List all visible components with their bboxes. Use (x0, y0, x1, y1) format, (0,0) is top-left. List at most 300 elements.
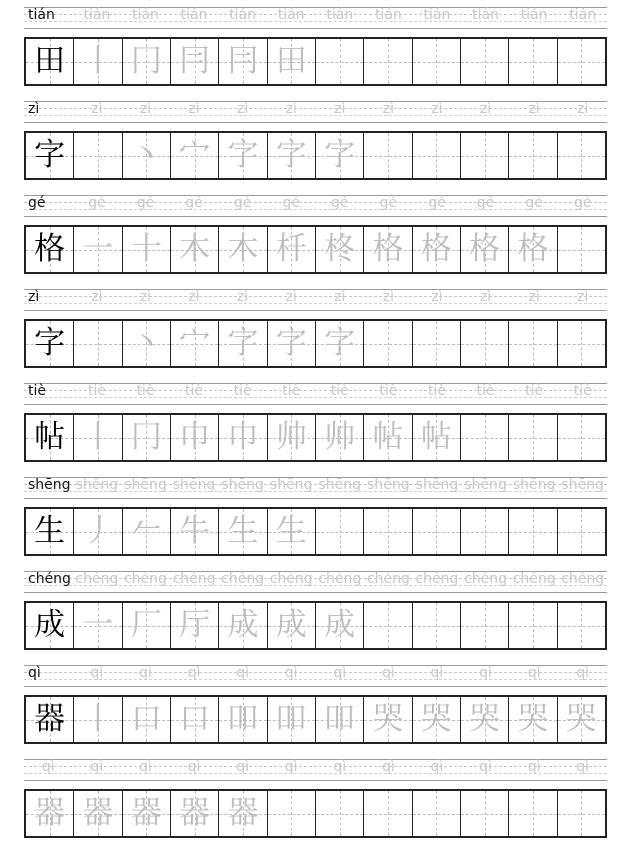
grid-guide-horizontal (316, 814, 363, 815)
pinyin-trace: tián (277, 7, 305, 23)
pinyin-label: tián (28, 7, 55, 23)
pinyin-trace: gé (573, 195, 592, 211)
tianzige-cell (413, 603, 461, 648)
tianzige-row (24, 789, 607, 838)
tianzige-cell (268, 603, 316, 648)
character-row (0, 190, 624, 276)
tianzige-cell (558, 39, 605, 84)
tianzige-cell (558, 791, 605, 836)
pinyin-label: tiè (28, 383, 46, 399)
stroke-trace-character: 厂 (130, 607, 162, 643)
tianzige-cell (316, 509, 364, 554)
stroke-trace-character: 吅 (275, 701, 307, 737)
tianzige-cell (171, 603, 219, 648)
tianzige-cell (558, 415, 605, 460)
tianzige-cell (26, 133, 74, 178)
grid-guide-horizontal (509, 438, 556, 439)
pinyin-trace: tián (229, 7, 257, 23)
pinyin-trace: shēng (172, 477, 216, 493)
pinyin-band (24, 96, 607, 126)
tianzige-cell (364, 39, 412, 84)
pinyin-guide-line (24, 498, 607, 499)
stroke-trace-character: 字 (324, 137, 356, 173)
model-character: 田 (34, 43, 66, 79)
stroke-trace-character: 巾 (227, 419, 259, 455)
stroke-trace-character: 字 (275, 325, 307, 361)
grid-guide-horizontal (316, 62, 363, 63)
tianzige-cell (219, 509, 267, 554)
pinyin-trace: tiè (282, 383, 301, 399)
tianzige-cell (316, 39, 364, 84)
pinyin-trace: gé (476, 195, 495, 211)
stroke-trace-character: 哭 (420, 701, 452, 737)
tianzige-cell (316, 697, 364, 742)
tianzige-cell (123, 697, 171, 742)
tianzige-cell (509, 39, 557, 84)
pinyin-trace: zì (236, 289, 249, 305)
stroke-trace-character: 成 (227, 607, 259, 643)
tianzige-cell (509, 321, 557, 366)
tianzige-cell (219, 791, 267, 836)
pinyin-trace: zì (188, 289, 200, 305)
pinyin-trace: shēng (561, 477, 604, 493)
pinyin-trace: zì (382, 289, 394, 305)
tianzige-cell (316, 321, 364, 366)
tianzige-cell (219, 39, 267, 84)
tianzige-cell (413, 39, 461, 84)
tianzige-cell (123, 791, 171, 836)
grid-guide-horizontal (509, 156, 556, 157)
tianzige-cell (123, 39, 171, 84)
stroke-trace-character: 格 (469, 231, 501, 267)
grid-guide-horizontal (316, 532, 363, 533)
grid-guide-horizontal (509, 532, 556, 533)
tianzige-cell (509, 509, 557, 554)
pinyin-label: zì (28, 289, 40, 305)
tianzige-cell (413, 133, 461, 178)
grid-guide-horizontal (558, 532, 605, 533)
tianzige-cell (316, 133, 364, 178)
tianzige-cell (316, 415, 364, 460)
pinyin-trace: zì (139, 289, 152, 305)
stroke-trace-character: 哭 (517, 701, 549, 737)
pinyin-trace: tiè (233, 383, 252, 399)
stroke-trace-character: 格 (420, 231, 452, 267)
tianzige-row (24, 413, 607, 462)
grid-guide-horizontal (509, 62, 556, 63)
tianzige-cell (558, 133, 605, 178)
grid-guide-horizontal (364, 626, 411, 627)
stroke-trace-character: 丨 (82, 701, 114, 737)
pinyin-trace: tián (569, 7, 597, 23)
pinyin-trace: chéng (318, 571, 362, 587)
pinyin-trace: shēng (124, 477, 167, 493)
pinyin-band (24, 284, 607, 314)
pinyin-trace: shēng (318, 477, 362, 493)
tianzige-cell (316, 227, 364, 272)
stroke-trace-character: 帅 (324, 419, 356, 455)
tianzige-cell (413, 697, 461, 742)
tianzige-cell (461, 415, 509, 460)
pinyin-trace: qì (139, 759, 152, 775)
grid-guide-horizontal (509, 344, 556, 345)
tianzige-cell (509, 227, 557, 272)
tianzige-cell (509, 697, 557, 742)
tianzige-cell (413, 227, 461, 272)
pinyin-trace: shēng (221, 477, 264, 493)
stroke-trace-character: 丿 (82, 513, 114, 549)
tianzige-cell (461, 227, 509, 272)
tianzige-cell (26, 321, 74, 366)
stroke-trace-character: 丨 (82, 419, 114, 455)
pinyin-trace: gé (88, 195, 106, 211)
tianzige-cell (268, 133, 316, 178)
stroke-trace-character: 帖 (372, 419, 404, 455)
grid-guide-horizontal (509, 814, 556, 815)
tianzige-cell (219, 603, 267, 648)
stroke-trace-character: 宀 (179, 137, 211, 173)
grid-guide-horizontal (268, 814, 315, 815)
character-row (0, 660, 624, 746)
pinyin-trace: tiè (476, 383, 495, 399)
pinyin-trace: zì (577, 289, 589, 305)
pinyin-trace: zì (285, 101, 297, 117)
pinyin-trace: zì (528, 289, 540, 305)
stroke-trace-character: 厅 (179, 607, 211, 643)
stroke-trace-character: 哭 (469, 701, 501, 737)
tianzige-cell (364, 603, 412, 648)
tianzige-cell (74, 39, 122, 84)
pinyin-trace: zì (188, 101, 200, 117)
tianzige-cell (26, 509, 74, 554)
pinyin-band (24, 2, 607, 32)
tianzige-cell (74, 697, 122, 742)
pinyin-trace: qì (576, 665, 590, 681)
tianzige-cell (461, 321, 509, 366)
tianzige-cell (219, 321, 267, 366)
pinyin-trace: chéng (464, 571, 508, 587)
pinyin-trace: chéng (123, 571, 167, 587)
tianzige-cell (413, 415, 461, 460)
character-row (0, 96, 624, 182)
pinyin-trace: tián (472, 7, 499, 23)
tianzige-cell (171, 791, 219, 836)
stroke-trace-character: 器 (34, 795, 66, 831)
grid-guide-horizontal (364, 156, 411, 157)
grid-guide-horizontal (558, 62, 605, 63)
grid-guide-horizontal (558, 438, 605, 439)
stroke-trace-character: 宀 (179, 325, 211, 361)
pinyin-trace: zì (334, 101, 346, 117)
tianzige-cell (509, 415, 557, 460)
tianzige-cell (461, 791, 509, 836)
pinyin-guide-line (24, 310, 607, 311)
grid-guide-horizontal (558, 156, 605, 157)
tianzige-cell (74, 321, 122, 366)
tianzige-cell (509, 133, 557, 178)
grid-guide-horizontal (413, 814, 460, 815)
pinyin-trace: chéng (512, 571, 556, 587)
stroke-trace-character: 格 (517, 231, 549, 267)
grid-guide-horizontal (364, 62, 411, 63)
grid-guide-horizontal (461, 532, 508, 533)
pinyin-label: shēng (28, 477, 71, 493)
tianzige-row (24, 695, 607, 744)
tianzige-row (24, 319, 607, 368)
stroke-trace-character: 冃 (227, 43, 259, 79)
pinyin-trace: tiè (136, 383, 155, 399)
tianzige-cell (316, 603, 364, 648)
pinyin-trace: zì (479, 101, 492, 117)
pinyin-trace: chéng (561, 571, 605, 587)
grid-guide-horizontal (461, 814, 508, 815)
tianzige-cell (558, 603, 605, 648)
tianzige-cell (74, 133, 122, 178)
tianzige-cell (509, 791, 557, 836)
stroke-trace-character: 生 (275, 513, 307, 549)
tianzige-row (24, 37, 607, 86)
pinyin-trace: tián (180, 7, 208, 23)
pinyin-trace: tián (423, 7, 451, 23)
tianzige-cell (509, 603, 557, 648)
grid-guide-horizontal (413, 344, 460, 345)
stroke-trace-character: 成 (275, 607, 307, 643)
tianzige-cell (461, 133, 509, 178)
pinyin-trace: qì (187, 665, 201, 681)
grid-guide-horizontal (413, 532, 460, 533)
pinyin-band (24, 660, 607, 690)
tianzige-cell (268, 415, 316, 460)
stroke-trace-character: 一 (82, 607, 114, 643)
pinyin-trace: qì (430, 665, 444, 681)
pinyin-trace: tiè (379, 383, 398, 399)
pinyin-trace: zì (431, 101, 443, 117)
tianzige-cell (123, 415, 171, 460)
pinyin-trace: zì (139, 101, 152, 117)
character-row (0, 284, 624, 370)
pinyin-label: zì (28, 101, 40, 117)
pinyin-trace: shēng (512, 477, 556, 493)
pinyin-trace: tiè (573, 383, 592, 399)
stroke-trace-character: 一 (82, 231, 114, 267)
tianzige-cell (268, 509, 316, 554)
stroke-trace-character: 丨 (82, 43, 114, 79)
pinyin-trace: qì (90, 665, 104, 681)
pinyin-trace: qì (284, 759, 298, 775)
tianzige-cell (219, 697, 267, 742)
tianzige-cell (26, 697, 74, 742)
stroke-trace-character: 字 (324, 325, 356, 361)
stroke-trace-character: 柊 (324, 231, 356, 267)
stroke-trace-character: 木 (227, 231, 259, 267)
pinyin-band (24, 190, 607, 220)
stroke-trace-character: 牛 (179, 513, 211, 549)
pinyin-trace: qì (284, 665, 298, 681)
tianzige-cell (123, 227, 171, 272)
tianzige-row (24, 225, 607, 274)
stroke-trace-character: 木 (179, 231, 211, 267)
tianzige-cell (558, 509, 605, 554)
pinyin-trace: qì (430, 759, 444, 775)
pinyin-trace: gé (428, 195, 446, 211)
pinyin-trace: tiè (185, 383, 204, 399)
pinyin-trace: zì (577, 101, 589, 117)
pinyin-band (24, 472, 607, 502)
tianzige-cell (171, 321, 219, 366)
tianzige-cell (558, 697, 605, 742)
grid-guide-horizontal (461, 344, 508, 345)
pinyin-trace: zì (91, 289, 103, 305)
pinyin-trace: qì (576, 759, 590, 775)
pinyin-trace: gé (185, 195, 203, 211)
pinyin-label: chéng (28, 571, 71, 587)
tianzige-cell (123, 509, 171, 554)
pinyin-trace: qì (381, 759, 395, 775)
grid-guide-horizontal (413, 62, 460, 63)
pinyin-trace: qì (139, 665, 152, 681)
tianzige-cell (219, 415, 267, 460)
tianzige-cell (268, 791, 316, 836)
pinyin-trace: qì (236, 665, 249, 681)
pinyin-trace: tiè (87, 383, 106, 399)
tianzige-cell (26, 415, 74, 460)
tianzige-cell (364, 133, 412, 178)
tianzige-cell (171, 133, 219, 178)
stroke-trace-character: 杄 (275, 231, 307, 267)
tianzige-cell (123, 321, 171, 366)
tianzige-cell (413, 791, 461, 836)
pinyin-trace: shēng (269, 477, 313, 493)
stroke-trace-character: 字 (275, 137, 307, 173)
tianzige-cell (219, 133, 267, 178)
tianzige-cell (123, 133, 171, 178)
pinyin-band (24, 378, 607, 408)
pinyin-trace: zì (431, 289, 443, 305)
stroke-trace-character: 帖 (420, 419, 452, 455)
stroke-trace-character: 器 (179, 795, 211, 831)
stroke-trace-character: 冂 (130, 419, 162, 455)
tianzige-cell (461, 509, 509, 554)
pinyin-trace: qì (333, 665, 347, 681)
stroke-trace-character: 𠂉 (130, 513, 162, 549)
pinyin-trace: gé (379, 195, 398, 211)
grid-guide-horizontal (558, 250, 605, 251)
pinyin-trace: qì (479, 759, 492, 775)
grid-guide-horizontal (364, 344, 411, 345)
grid-guide-horizontal (461, 62, 508, 63)
pinyin-trace: zì (334, 289, 346, 305)
tianzige-cell (171, 697, 219, 742)
tianzige-cell (171, 509, 219, 554)
pinyin-trace: tián (520, 7, 548, 23)
tianzige-row (24, 507, 607, 556)
pinyin-trace: shēng (75, 477, 119, 493)
tianzige-cell (461, 39, 509, 84)
pinyin-band (24, 566, 607, 596)
pinyin-trace: tián (374, 7, 402, 23)
grid-guide-horizontal (364, 814, 411, 815)
pinyin-trace: tiè (525, 383, 544, 399)
tianzige-cell (268, 227, 316, 272)
pinyin-trace: chéng (269, 571, 313, 587)
grid-guide-horizontal (413, 156, 460, 157)
pinyin-label: qì (28, 665, 41, 681)
tianzige-cell (26, 39, 74, 84)
pinyin-trace: gé (233, 195, 252, 211)
tianzige-cell (364, 415, 412, 460)
stroke-trace-character: 吅 (227, 701, 259, 737)
pinyin-trace: gé (136, 195, 155, 211)
stroke-trace-character: 成 (324, 607, 356, 643)
pinyin-trace: shēng (415, 477, 459, 493)
pinyin-trace: gé (525, 195, 543, 211)
tianzige-cell (268, 321, 316, 366)
stroke-trace-character: 帅 (275, 419, 307, 455)
stroke-trace-character: 田 (275, 43, 307, 79)
pinyin-trace: qì (41, 759, 55, 775)
stroke-trace-character: 器 (130, 795, 162, 831)
tianzige-cell (123, 603, 171, 648)
pinyin-guide-line (24, 404, 607, 405)
stroke-trace-character: 格 (372, 231, 404, 267)
pinyin-trace: qì (381, 665, 395, 681)
tianzige-cell (268, 697, 316, 742)
character-row (0, 472, 624, 558)
stroke-trace-character: 字 (227, 325, 259, 361)
pinyin-label: gé (28, 195, 46, 211)
pinyin-trace: qì (236, 759, 249, 775)
tianzige-cell (26, 791, 74, 836)
grid-guide-horizontal (558, 626, 605, 627)
tianzige-cell (26, 227, 74, 272)
stroke-trace-character (74, 321, 121, 366)
pinyin-trace: qì (187, 759, 201, 775)
model-character: 成 (34, 607, 66, 643)
pinyin-guide-line (24, 28, 607, 29)
tianzige-cell (171, 39, 219, 84)
stroke-trace-character: 口 (179, 701, 211, 737)
grid-guide-horizontal (461, 156, 508, 157)
model-character: 格 (34, 231, 66, 267)
stroke-trace-character: 丶 (130, 325, 162, 361)
tianzige-cell (461, 603, 509, 648)
pinyin-trace: chéng (75, 571, 119, 587)
pinyin-band (24, 754, 607, 784)
tianzige-cell (364, 227, 412, 272)
tianzige-row (24, 601, 607, 650)
tianzige-cell (364, 697, 412, 742)
grid-guide-horizontal (461, 438, 508, 439)
character-row (0, 566, 624, 652)
pinyin-trace: chéng (366, 571, 410, 587)
tianzige-cell (364, 791, 412, 836)
pinyin-trace: chéng (221, 571, 265, 587)
pinyin-trace: shēng (464, 477, 507, 493)
pinyin-trace: qì (90, 759, 104, 775)
character-row (0, 2, 624, 88)
pinyin-guide-line (24, 216, 607, 217)
pinyin-trace: qì (527, 759, 541, 775)
tianzige-row (24, 131, 607, 180)
tianzige-cell (74, 415, 122, 460)
tianzige-cell (171, 415, 219, 460)
pinyin-guide-line (24, 780, 607, 781)
stroke-trace-character: 字 (227, 137, 259, 173)
model-character: 字 (34, 137, 66, 173)
tianzige-cell (558, 227, 605, 272)
tianzige-cell (219, 227, 267, 272)
pinyin-guide-line (24, 686, 607, 687)
